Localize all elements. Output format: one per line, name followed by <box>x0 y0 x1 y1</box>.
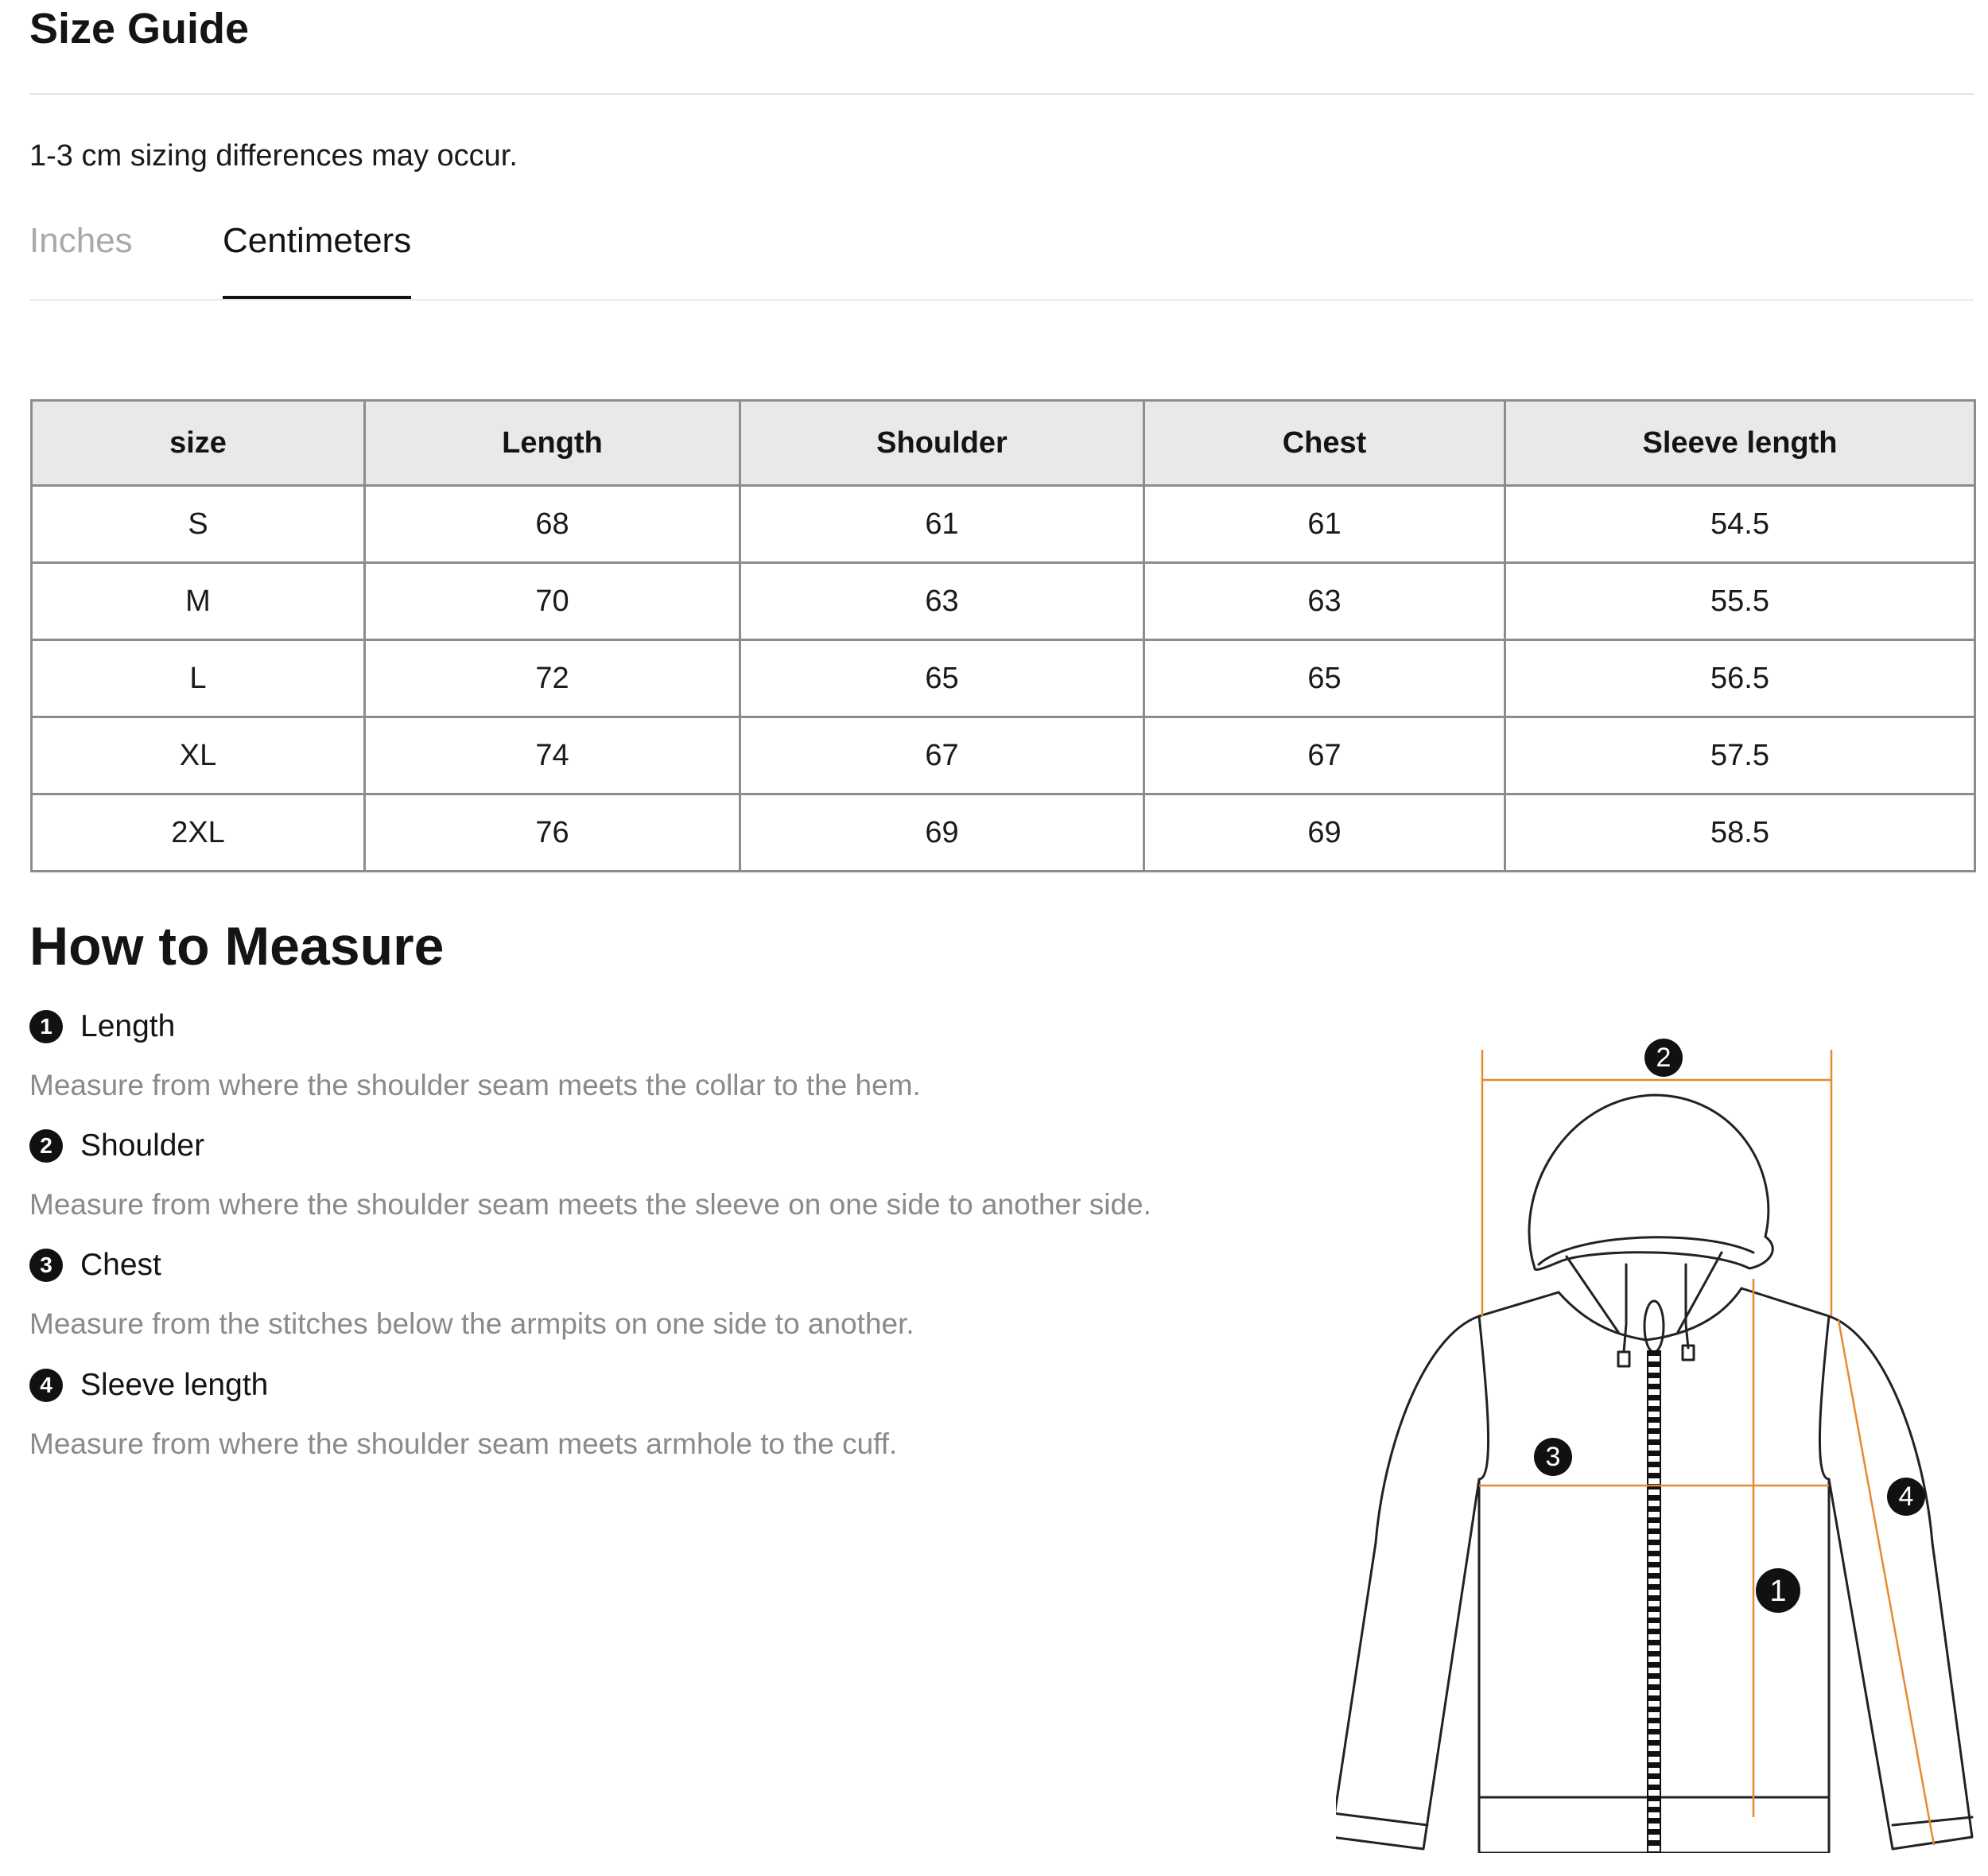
diagram-marker-3 <box>1534 1438 1572 1476</box>
measure-item-shoulder <box>29 1127 1151 1224</box>
measure-label: Length <box>80 1009 176 1043</box>
number-3-icon: 3 <box>29 1249 63 1282</box>
measure-description: Measure from the stitches below the armpits on one side to another. <box>29 1307 914 1340</box>
measure-item-sleeve-length <box>29 1366 897 1463</box>
marker-2-label: 2 <box>1656 1043 1672 1073</box>
table-cell: 63 <box>1144 563 1505 640</box>
table-cell: 70 <box>365 563 740 640</box>
header-sleeve-length: Sleeve length <box>1505 401 1975 486</box>
table-cell: 56.5 <box>1505 640 1975 717</box>
tab-inches[interactable]: Inches <box>29 221 133 260</box>
measure-description: Measure from where the shoulder seam meets the collar to the hem. <box>29 1069 921 1101</box>
table-cell: 65 <box>1144 640 1505 717</box>
measure-item-length <box>29 1008 921 1105</box>
table-row <box>32 717 1975 794</box>
tab-centimeters[interactable]: Centimeters <box>223 215 411 299</box>
hoodie-diagram <box>1336 1034 1988 1853</box>
header-divider <box>29 93 1974 95</box>
table-cell: 67 <box>740 717 1144 794</box>
table-cell: XL <box>32 717 365 794</box>
table-cell: 61 <box>740 486 1144 563</box>
table-cell: 69 <box>740 794 1144 872</box>
unit-tabs <box>29 215 1974 301</box>
header-shoulder: Shoulder <box>740 401 1144 486</box>
table-cell: 76 <box>365 794 740 872</box>
diagram-marker-1 <box>1756 1568 1800 1613</box>
table-cell: 2XL <box>32 794 365 872</box>
table-cell: 63 <box>740 563 1144 640</box>
sizing-note: 1-3 cm sizing differences may occur. <box>29 139 518 173</box>
table-cell: 54.5 <box>1505 486 1975 563</box>
header-chest: Chest <box>1144 401 1505 486</box>
table-cell: 65 <box>740 640 1144 717</box>
size-table <box>30 399 1976 872</box>
header-size: size <box>32 401 365 486</box>
number-1-icon: 1 <box>29 1010 63 1043</box>
header-length: Length <box>365 401 740 486</box>
table-cell: 68 <box>365 486 740 563</box>
table-cell: 69 <box>1144 794 1505 872</box>
table-cell: 57.5 <box>1505 717 1975 794</box>
table-cell: L <box>32 640 365 717</box>
marker-3-label: 3 <box>1545 1442 1561 1472</box>
how-to-measure-title: How to Measure <box>29 916 445 977</box>
table-row <box>32 640 1975 717</box>
diagram-marker-4 <box>1887 1478 1925 1516</box>
measure-label: Chest <box>80 1248 161 1282</box>
table-header-row <box>32 401 1975 486</box>
measure-description: Measure from where the shoulder seam meets armhole to the cuff. <box>29 1427 898 1460</box>
table-cell: 72 <box>365 640 740 717</box>
table-cell: M <box>32 563 365 640</box>
marker-4-label: 4 <box>1898 1482 1914 1512</box>
marker-1-label: 1 <box>1769 1575 1787 1608</box>
table-cell: 67 <box>1144 717 1505 794</box>
measure-item-chest <box>29 1246 914 1343</box>
measure-label: Shoulder <box>80 1128 205 1163</box>
table-cell: 61 <box>1144 486 1505 563</box>
table-cell: 74 <box>365 717 740 794</box>
measure-description: Measure from where the shoulder seam meets the sleeve on one side to another side. <box>29 1188 1151 1221</box>
table-row <box>32 486 1975 563</box>
table-row <box>32 563 1975 640</box>
measure-label: Sleeve length <box>80 1368 269 1402</box>
page-title: Size Guide <box>29 5 250 52</box>
diagram-marker-2 <box>1644 1039 1683 1077</box>
table-cell: 55.5 <box>1505 563 1975 640</box>
table-cell: 58.5 <box>1505 794 1975 872</box>
number-4-icon: 4 <box>29 1369 63 1402</box>
table-row <box>32 794 1975 872</box>
table-cell: S <box>32 486 365 563</box>
number-2-icon: 2 <box>29 1129 63 1163</box>
